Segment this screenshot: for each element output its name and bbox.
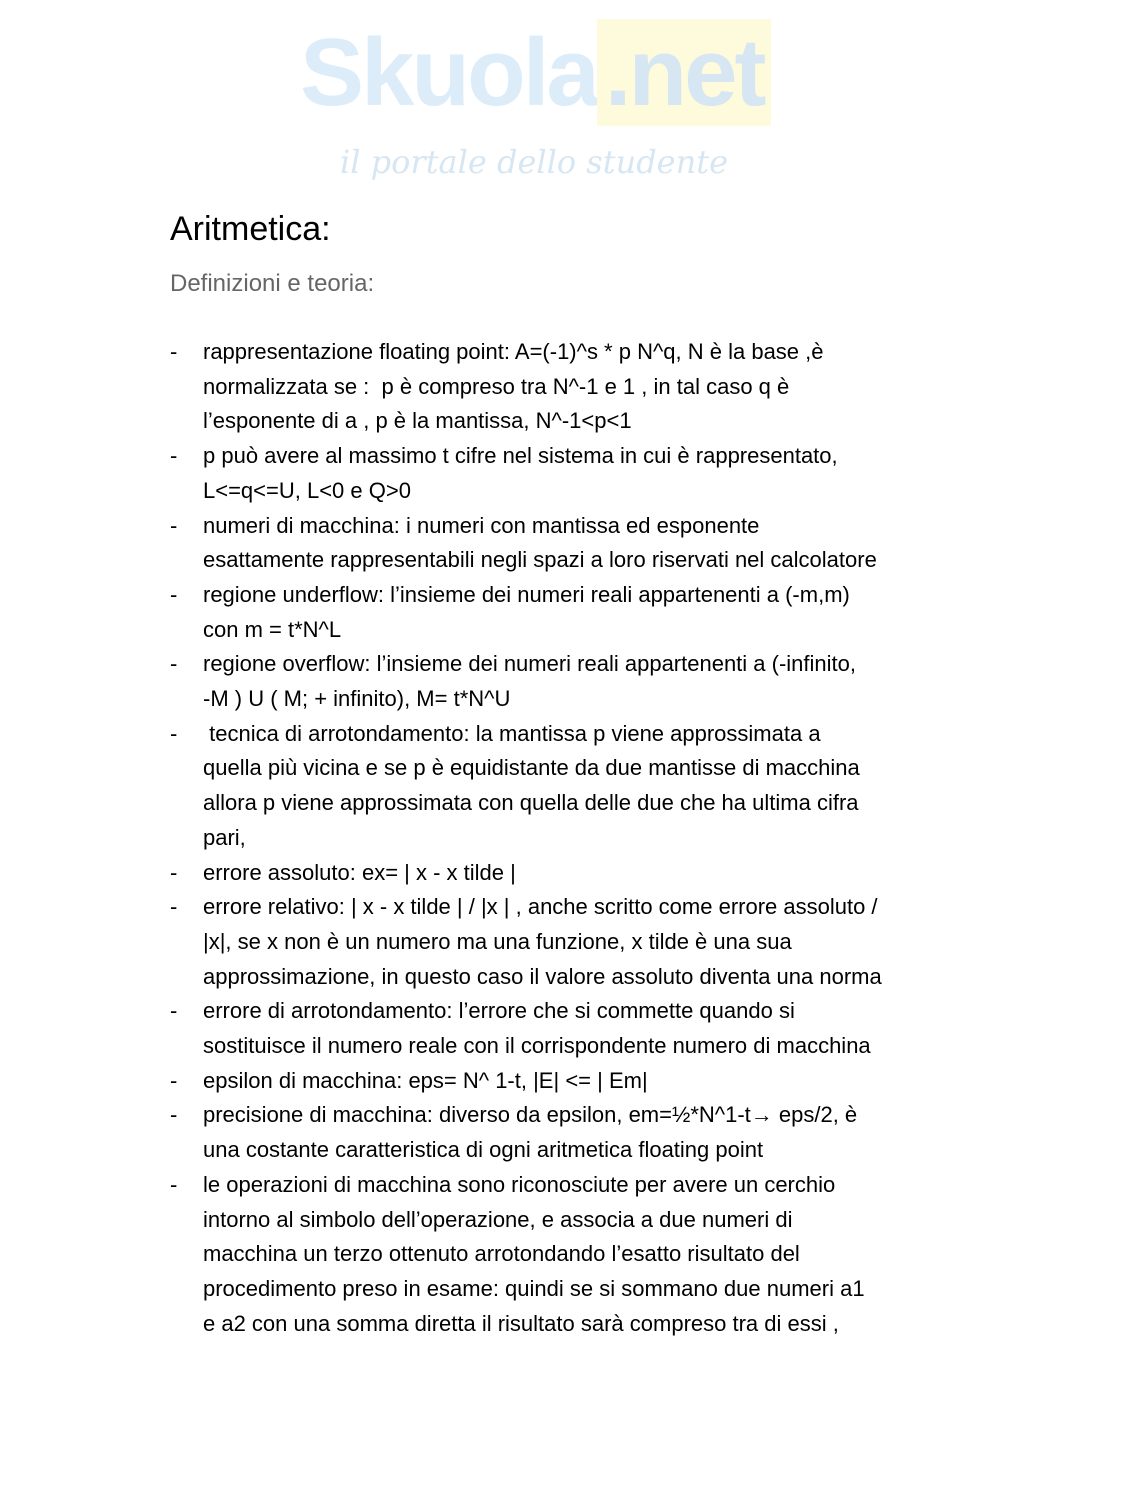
list-item-line: procedimento preso in esame: quindi se si sommano due numeri a1 — [203, 1275, 865, 1301]
list-item-line: quella più vicina e se p è equidistante da due mantisse di macchina — [203, 755, 860, 781]
list-item-line: allora p viene approssimata con quella delle due che ha ultima cifra — [203, 790, 859, 816]
bullet-dash: - — [170, 859, 178, 885]
definitions-list — [170, 335, 1070, 1341]
section-subtitle: Definizioni e teoria: — [170, 270, 375, 297]
list-item — [170, 647, 1070, 716]
list-item-line: L<=q<=U, L<0 e Q>0 — [203, 477, 411, 503]
list-item — [170, 1064, 1070, 1099]
watermark-logo-net: .net — [597, 19, 772, 126]
list-item-line: |x|, se x non è un numero ma una funzione, x tilde è una sua — [203, 928, 792, 954]
watermark-logo — [300, 18, 771, 128]
bullet-dash: - — [170, 443, 178, 469]
bullet-dash: - — [170, 1102, 178, 1128]
list-item — [170, 1168, 1070, 1342]
list-item-line: macchina un terzo ottenuto arrotondando l’esatto risultato del — [203, 1241, 800, 1267]
bullet-dash: - — [170, 1067, 178, 1093]
page-title: Aritmetica: — [170, 210, 331, 248]
list-item-line: normalizzata se : p è compreso tra N^-1 e 1 , in tal caso q è — [203, 373, 790, 399]
bullet-dash: - — [170, 512, 178, 538]
list-item — [170, 856, 1070, 891]
list-item-line: p può avere al massimo t cifre nel sistema in cui è rappresentato, — [203, 443, 838, 469]
list-item-line: regione underflow: l’insieme dei numeri reali appartenenti a (-m,m) — [203, 581, 850, 607]
list-item-line: sostituisce il numero reale con il corrispondente numero di macchina — [203, 1033, 871, 1059]
list-item-line: e a2 con una somma diretta il risultato sarà compreso tra di essi , — [203, 1310, 839, 1336]
list-item-line: con m = t*N^L — [203, 616, 342, 642]
watermark — [300, 18, 860, 193]
list-item — [170, 439, 1070, 508]
list-item-line: tecnica di arrotondamento: la mantissa p viene approssimata a — [203, 720, 821, 746]
bullet-dash: - — [170, 1171, 178, 1197]
list-item-line: esattamente rappresentabili negli spazi a loro riservati nel calcolatore — [203, 547, 877, 573]
list-item-line: errore relativo: | x - x tilde | / |x | , anche scritto come errore assoluto / — [203, 894, 878, 920]
list-item-line: pari, — [203, 824, 246, 850]
list-item — [170, 717, 1070, 856]
list-item-line: numeri di macchina: i numeri con mantissa ed esponente — [203, 512, 760, 538]
list-item-line: epsilon di macchina: eps= N^ 1-t, |E| <= | Em| — [203, 1067, 648, 1093]
list-item-line: regione overflow: l’insieme dei numeri reali appartenenti a (-infinito, — [203, 651, 856, 677]
bullet-dash: - — [170, 720, 178, 746]
list-item-line: le operazioni di macchina sono riconosciute per avere un cerchio — [203, 1171, 836, 1197]
list-item-line: errore assoluto: ex= | x - x tilde | — [203, 859, 516, 885]
list-item-line: l’esponente di a , p è la mantissa, N^-1<p<1 — [203, 408, 632, 434]
bullet-dash: - — [170, 339, 178, 364]
list-item-line: -M ) U ( M; + infinito), M= t*N^U — [203, 686, 511, 712]
list-item — [170, 1098, 1070, 1167]
list-item — [170, 890, 1070, 994]
watermark-tagline: il portale dello studente — [340, 143, 729, 181]
list-item-line: errore di arrotondamento: l’errore che si commette quando si — [203, 998, 795, 1024]
bullet-dash: - — [170, 894, 178, 920]
list-item — [170, 335, 1070, 439]
list-item-line: una costante caratteristica di ogni aritmetica floating point — [203, 1137, 764, 1163]
list-item — [170, 578, 1070, 647]
list-item-line: rappresentazione floating point: A=(-1)^s * p N^q, N è la base ,è — [203, 339, 824, 364]
bullet-dash: - — [170, 651, 178, 677]
list-item — [170, 994, 1070, 1063]
bullet-dash: - — [170, 581, 178, 607]
bullet-dash: - — [170, 998, 178, 1024]
watermark-logo-skuola: Skuola — [300, 19, 597, 126]
list-item — [170, 509, 1070, 578]
list-item-line: intorno al simbolo dell’operazione, e associa a due numeri di — [203, 1206, 793, 1232]
list-item-line: approssimazione, in questo caso il valore assoluto diventa una norma — [203, 963, 882, 989]
list-item-line: precisione di macchina: diverso da epsilon, em=½*N^1-t→ eps/2, è — [203, 1102, 858, 1128]
